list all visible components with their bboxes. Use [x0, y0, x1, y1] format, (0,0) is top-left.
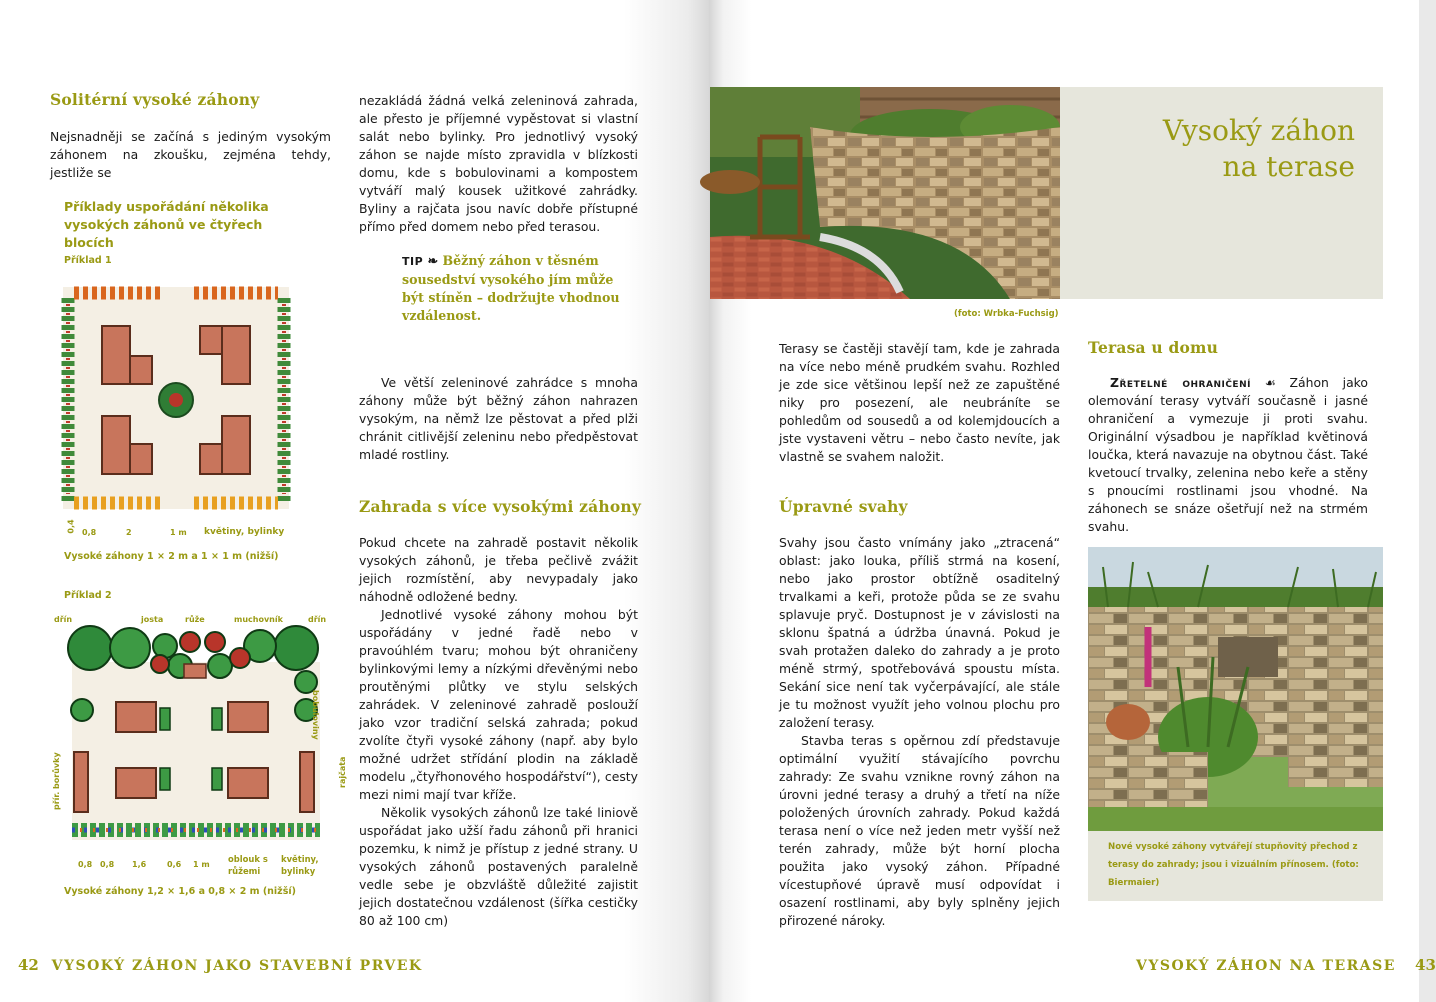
photo2-caption: Nové vysoké záhony vytvářejí stupňovitý přechod z terasy do zahrady; jsou i vizuálním přínosem. (foto: Biermaier) [1108, 842, 1359, 888]
border-label: květiny, bylinky [204, 527, 285, 537]
side-label: přír. borůvky [52, 752, 61, 810]
raised-bed-low [200, 444, 222, 474]
right-page [709, 0, 1436, 1002]
photo2-caption-box [1088, 831, 1383, 901]
slopes-text: Svahy jsou často vnímány jako „ztracená“ oblast: jako louka, příliš strmá na kosení, nebo jako prostor obtížně osaditelný trvalkami a keři, protože půda se ze svahu splavuje pryč. Dostupnost je v závislosti na sklonu špatná a údržba únavná. Pokud je svah protažen daleko do zahrady a je proto méně strmý, spotřebovává spoustu místa. Sekání sice není tak vyčerpávající, ale stále je tu možnost využít jeho volnou plochu pro založení terasy. Stavba teras s opěrnou zdí představuje optimální využití stávajícího povrchu zahrady: Ze svahu vznikne rovný záhon na úrovni jedné terasy a druhý a třetí na níže položených úrovních zahrady. Pokud každá terasa není o více než jeden metr vyšší než terén zahrady, může být horní plocha použita jako vysoký záhon. Případné vícestupňové úpravě musí odpovídat i osazení rostlinami, aby byly splněny jejich přirozené nároky. [779, 535, 1060, 928]
plant-label: dřín [54, 615, 73, 624]
bottom-label: květiny, bylinky [281, 854, 319, 876]
bottom-label: oblouk s růžemi [228, 854, 268, 876]
section-heading-slopes: Úpravné svahy [779, 497, 908, 516]
section-heading-multiple: Zahrada s více vysokými záhony [359, 497, 642, 516]
dim-label: 2 [126, 528, 132, 537]
example2-caption: Vysoké záhony 1,2 × 1,6 a 0,8 × 2 m (nižší) [64, 886, 296, 897]
plant-label: růže [185, 615, 205, 624]
raised-bed [116, 768, 156, 798]
dim-label: 0,8 [78, 860, 93, 869]
example2-garden-plan [60, 622, 332, 854]
plant-label: dřín [308, 615, 327, 624]
leaf-icon: ☙ [1264, 375, 1276, 390]
raised-bed-low [130, 356, 152, 384]
running-footer: VYSOKÝ ZÁHON JAKO STAVEBNÍ PRVEK [51, 958, 423, 974]
house-text: Zřetelné ohraničení ☙ Záhon jako olemování terasy vytváří současně i jasné ohraničení a vymezuje ji proti svahu. Originální výsadbou je například květinová loučka, která navazuje na obytnou část. Také kvetoucí trvalky, zelenina nebo keře a stěny s pnoucími rostlinami jsou vhodné. Na záhonech se snáze ošetřují než na strmém svahu. [1088, 375, 1368, 534]
col2-para2: Ve větší zeleninové zahrádce s mnoha záhony může být běžný záhon nahrazen vysokým, na němž lze pěstovat a před plži chránit citlivější zeleninu nebo předpěstovat mladé rostliny. [359, 375, 638, 462]
page-number: 43 [1415, 956, 1436, 974]
right-footer [1136, 956, 1436, 974]
chapter-title: Vysoký záhon na terase [1162, 114, 1355, 183]
left-page [0, 0, 709, 1002]
dim-label: 1 m [193, 860, 210, 869]
section-heading-solitary: Solitérní vysoké záhony [50, 90, 260, 109]
chapter-title-box [1060, 87, 1383, 299]
raised-bed [116, 702, 156, 732]
running-footer: VYSOKÝ ZÁHON NA TERASE [1136, 958, 1396, 974]
leaf-icon: ❧ [427, 253, 439, 268]
section2-text: Pokud chcete na zahradě postavit několik vysokých záhonů, je třeba pečlivě zvážit jejich rozmístění, aby nevypadaly jako náhodně odložené bedny. Jednotlivé vysoké záhony mohou být uspořádány v jedné řadě nebo v pravoúhlém tvaru; mohou být ohraničeny bylinkovými lemy a nízkými dřevěnými nebo proutěnými plůtky ve stylu selských zahrádek. V zeleninové zahradě poslouží jako vzor tradiční selská zahrada; pokud zvolíte čtyři vysoké záhony (např. aby bylo možné udržet střídání plodin na základě modelu „čtyřhonového hospodářství“), cesty mezi nimi mají tvar kříže. Několik vysokých záhonů lze také liniově uspořádat jako užší řadu záhonů při hranici pozemku, k nimž je přístup z jedné strany. U vysokých záhonů postavených paralelně vedle sebe je obzvláště důležité zajistit jejich dostatečnou vzdálenost (šířka cestičky 80 až 100 cm) [359, 535, 638, 928]
section1-intro: Nejsnadněji se začíná s jediným vysokým záhonem na zkoušku, zejména tehdy, jestliže se [50, 129, 331, 180]
section-heading-house: Terasa u domu [1088, 338, 1219, 357]
dim-label: 1 m [170, 528, 187, 537]
terrace-photo [710, 87, 1060, 299]
dim-label: 0,8 [100, 860, 115, 869]
left-footer [18, 956, 423, 974]
example2-label: Příklad 2 [64, 590, 112, 601]
example1-label: Příklad 1 [64, 255, 112, 266]
raised-bed-low [130, 444, 152, 474]
plant-label: muchovník [234, 615, 283, 624]
col2-para1: nezakládá žádná velká zeleninová zahrada, ale přesto je příjemné vypěstovat si vlastní salát nebo bylinky. Pro jednotlivý vysoký záhon se najde místo zpravidla v blízkosti domu, kde s bobulovinami a kompostem vytváří malý kousek užitkové zahrádky. Byliny a rajčata jsou navíc dobře přístupné přímo před domem nebo před terasou. [359, 93, 638, 234]
example1-garden-plan [60, 284, 292, 514]
figure-title: Příklady uspořádání několika vysokých záhonů ve čtyřech blocích [64, 199, 269, 250]
raised-bed-low [200, 326, 222, 354]
raised-bed [228, 702, 268, 732]
raised-bed [102, 326, 130, 384]
tip-box [402, 252, 622, 325]
house-lead: Zřetelné ohraničení [1110, 375, 1251, 390]
page-number: 42 [18, 956, 39, 974]
dim-label: 0,4 [66, 519, 76, 534]
intro-para: Terasy se častěji stavějí tam, kde je zahrada na více nebo méně prudkém svahu. Rozhled je zde sice většinou lepší než ze zapuštěné niky pro posezení, ale neubráníte se pohledům od sousedů a od kolemjdoucích a jste vystaveni větru – nebo často nevíte, jak vlastně se svahem naložit. [779, 341, 1060, 464]
raised-bed [222, 416, 250, 474]
side-label: rajčata [338, 756, 347, 788]
raised-bed [102, 416, 130, 474]
plant-label: josta [141, 615, 164, 624]
example1-caption: Vysoké záhony 1 × 2 m a 1 × 1 m (nižší) [64, 551, 279, 562]
tip-label: TIP [402, 255, 424, 268]
stone-terrace-photo [1088, 547, 1383, 831]
dim-label: 0,8 [82, 528, 97, 537]
raised-bed [228, 768, 268, 798]
tip-text: Běžný záhon v těsném sousedství vysokého jím může být stíněn – dodržujte vhodnou vzdálenost. [402, 253, 620, 323]
side-label: bobuloviny [311, 690, 320, 740]
dim-label: 1,6 [132, 860, 147, 869]
photo1-credit: (foto: Wrbka-Fuchsig) [954, 309, 1059, 319]
raised-bed [222, 326, 250, 384]
dim-label: 0,6 [167, 860, 182, 869]
